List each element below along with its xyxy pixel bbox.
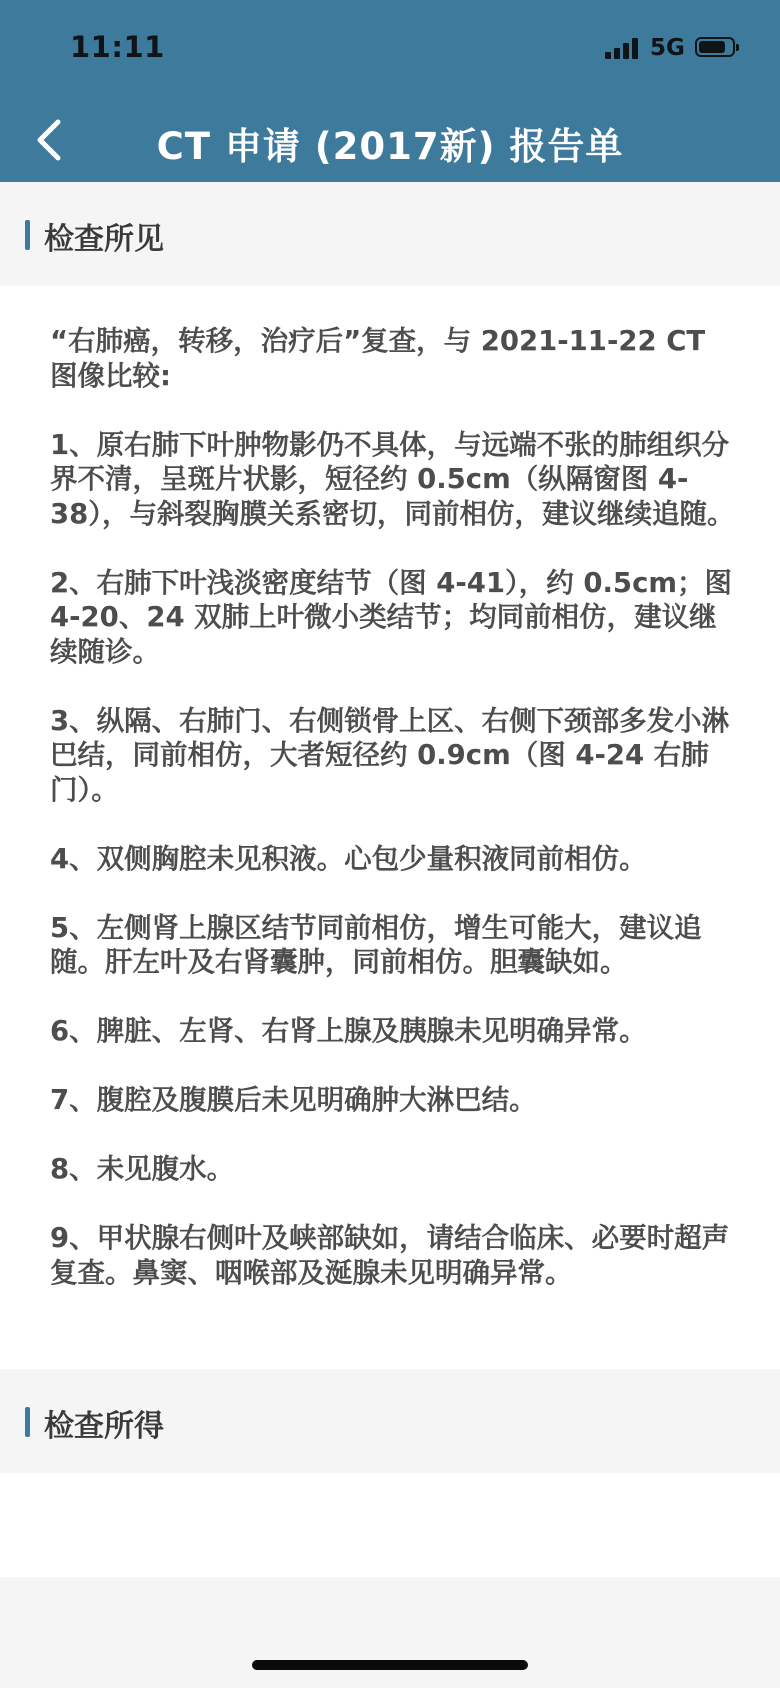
status-bar [0, 0, 780, 98]
finding-item: 1、原右肺下叶肿物影仍不具体，与远端不张的肺组织分界不清，呈斑片状影，短径约 0.5cm（纵隔窗图 4-38），与斜裂胸膜关系密切，同前相仿，建议继续追随。 [50, 428, 735, 530]
battery-icon [695, 37, 735, 57]
finding-item: 2、右肺下叶浅淡密度结节（图 4-41），约 0.5cm；图 4-20、24 双肺上叶微小类结节；均同前相仿，建议继续随诊。 [50, 566, 733, 668]
finding-item: 5、左侧肾上腺区结节同前相仿，增生可能大，建议追随。肝左叶及右肾囊肿，同前相仿。胆囊缺如。 [50, 911, 702, 978]
page-title: CT 申请 (2017新) 报告单 [156, 125, 624, 168]
finding-item: 6、脾脏、左肾、右肾上腺及胰腺未见明确异常。 [50, 1015, 647, 1047]
findings-section-title: 检查所见 [44, 222, 164, 257]
signal-icon [605, 37, 641, 59]
finding-item: 7、腹腔及腹膜后未见明确肿大淋巴结。 [50, 1084, 537, 1116]
section-accent-bar [25, 220, 30, 250]
conclusion-section-title: 检查所得 [44, 1409, 164, 1444]
conclusion-card [0, 1473, 780, 1577]
findings-section-header [0, 182, 780, 286]
finding-item: 4、双侧胸腔未见积液。心包少量积液同前相仿。 [50, 842, 647, 875]
nav-bar [0, 98, 780, 182]
finding-item: 9、甲状腺右侧叶及峡部缺如，请结合临床、必要时超声复查。鼻窦、咽喉部及涎腺未见明确异常。 [50, 1222, 730, 1289]
findings-text [50, 324, 740, 1325]
finding-item: 3、纵隔、右肺门、右侧锁骨上区、右侧下颈部多发小淋巴结，同前相仿，大者短径约 0.9cm（图 4-24 右肺门）。 [50, 704, 730, 806]
finding-item: 8、未见腹水。 [50, 1153, 235, 1185]
findings-intro: “右肺癌，转移，治疗后”复查，与 2021-11-22 CT 图像比较: [50, 325, 706, 392]
conclusion-section-header [0, 1369, 780, 1473]
section-accent-bar [25, 1407, 30, 1437]
findings-card [0, 286, 780, 1369]
status-time: 11:11 [70, 30, 165, 64]
network-label: 5G [650, 35, 685, 61]
home-indicator[interactable] [252, 1660, 528, 1670]
